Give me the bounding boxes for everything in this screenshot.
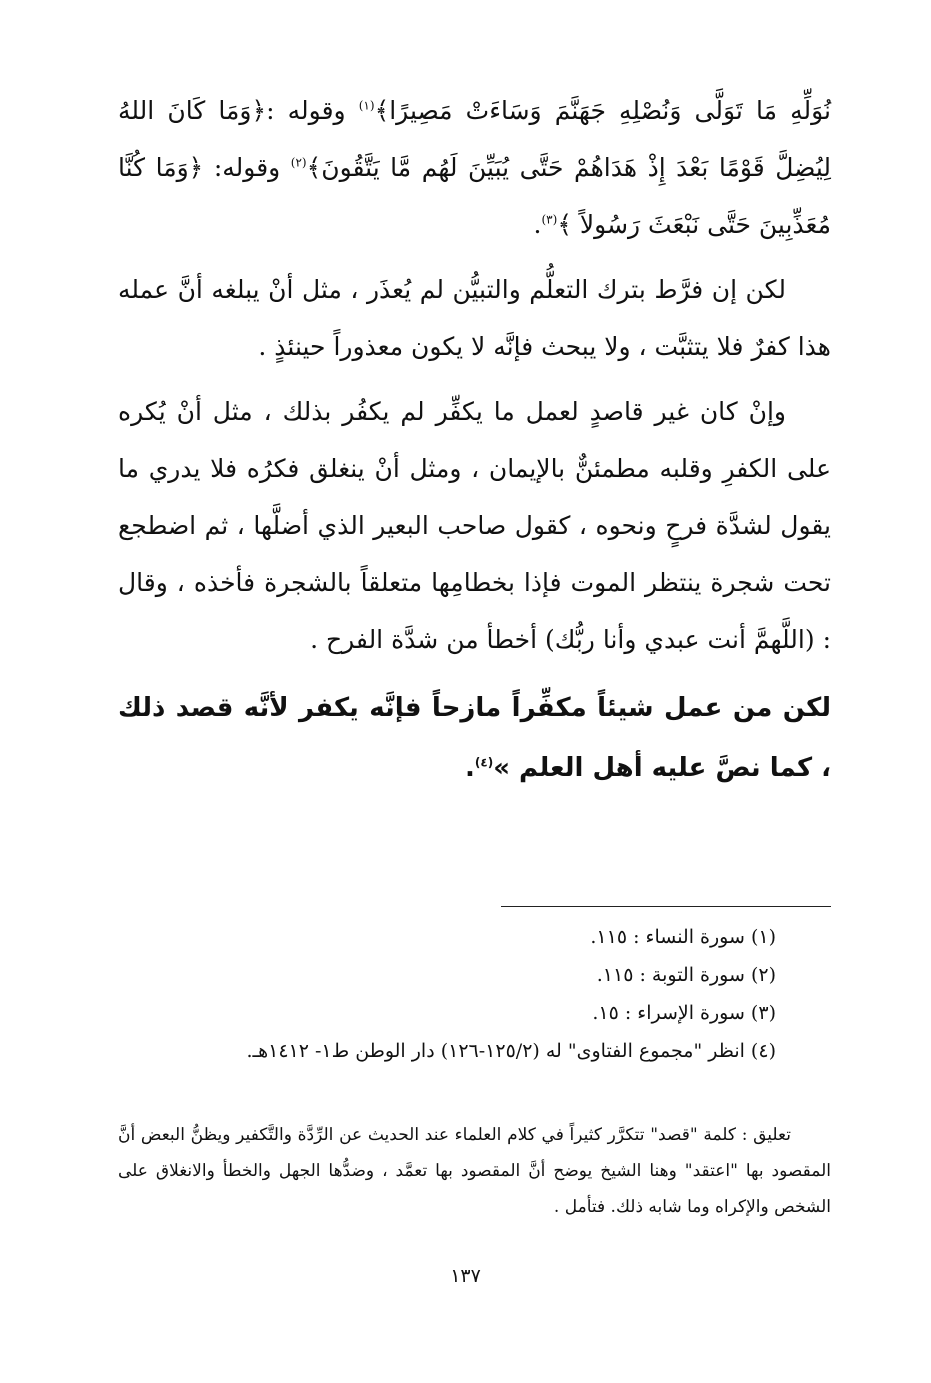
verse-text-3: وقوله: ﴿وَمَا كُنَّا مُعَذِّبِينَ حَتَّى نَبْعَثَ رَسُولاً ﴾	[118, 153, 831, 239]
commentary-note: تعليق : كلمة "قصد" تتكرَّر كثيراً في كلام العلماء عند الحديث عن الرِّدَّة والتَّكفير ويظنُّ البعض أنَّ المقصود بها "اعتقد" وهنا الشيخ يوضح أنَّ المقصود بها تعمَّد ، وضدُّها الجهل والخطأ والانغلاق على الشخص والإكراه وما شابه ذلك. فتأمل .	[118, 1125, 831, 1217]
footnote-1: (١) سورة النساء : ١١٥.	[590, 926, 776, 948]
footnote-ref-1[interactable]: (١)	[358, 98, 375, 113]
verse-text-2: وقوله :﴿وَمَا كَانَ اللهُ لِيُضِلَّ قَوْمًا بَعْدَ إِذْ هَدَاهُمْ حَتَّى يُبَيِّنَ لَهُم مَّا يَتَّقُونَ﴾	[118, 96, 832, 182]
paragraph-end: .	[533, 210, 542, 239]
footnote-ref-3[interactable]: (٣)	[541, 212, 558, 227]
footnote-4: (٤) انظر "مجموع الفتاوى" له (١٢٥/٢-١٢٦) دار الوطن ط١- ١٤١٢هـ.	[246, 1040, 776, 1062]
paragraph-unintentional: وإنْ كان غير قاصدٍ لعمل ما يكفِّر لم يكفُر بذلك ، مثل أنْ يُكره على الكفرِ وقلبه مطمئنٌّ بالإيمان ، ومثل أنْ ينغلق فكرُه فلا يدري ما يقول لشدَّة فرحٍ ونحوه ، كقول صاحب البعير الذي أضلَّها ، ثم اضطجع تحت شجرة ينتظر الموت فإذا بخطامِها متعلقاً بالشجرة فأخذه ، وقال : (اللَّهمَّ أنت عبدي وأنا ربُّك) أخطأ من شدَّة الفرح .	[118, 397, 831, 654]
footnote-ref-4[interactable]: (٤)	[474, 755, 494, 770]
paragraph-end: .	[465, 753, 475, 783]
paragraph-negligence: لكن إن فرَّط بترك التعلُّم والتبيُّن لم يُعذَر ، مثل أنْ يبلغه أنَّ عمله هذا كفرٌ فلا يتثبَّت ، ولا يبحث فإنَّه لا يكون معذوراً حينئذٍ .	[118, 275, 831, 361]
footnote-ref-2[interactable]: (٢)	[290, 155, 307, 170]
verse-text-1: نُوَلِّهِ مَا تَوَلَّى وَنُصْلِهِ جَهَنَّمَ وَسَاءَتْ مَصِيرًا﴾	[374, 96, 832, 125]
page-number: ١٣٧	[450, 1265, 481, 1287]
bold-text: لكن من عمل شيئاً مكفِّراً مازحاً فإنَّه يكفر لأنَّه قصد ذلك ، كما نصَّ عليه أهل العلم »	[118, 693, 831, 783]
footnote-divider	[501, 906, 831, 907]
footnotes	[118, 918, 831, 1070]
main-text	[118, 82, 831, 806]
paragraph-quran-verses	[118, 82, 831, 253]
footnote-3: (٣) سورة الإسراء : ١٥.	[592, 1002, 776, 1024]
footnote-2: (٢) سورة التوبة : ١١٥.	[596, 964, 776, 986]
paragraph-joking-bold	[118, 678, 831, 798]
